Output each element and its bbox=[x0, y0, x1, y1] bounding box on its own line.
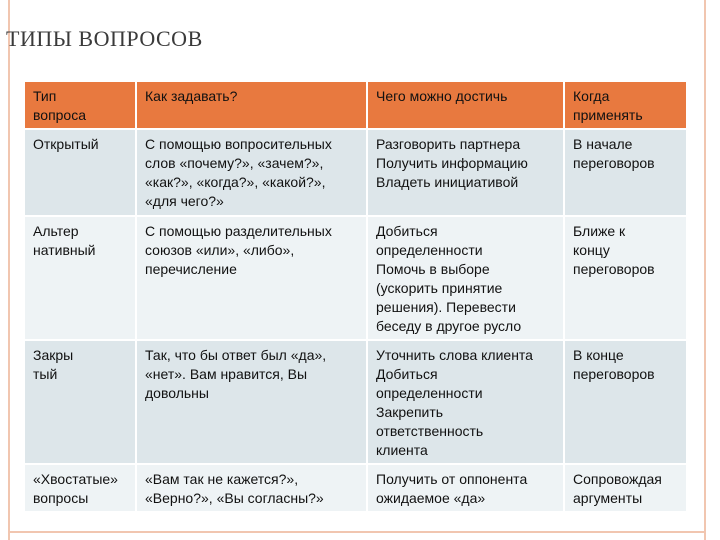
cell-text: Помочь в выборе bbox=[376, 261, 490, 277]
cell-text: Получить от оппонента bbox=[376, 471, 528, 487]
slide-frame-right bbox=[704, 0, 706, 540]
cell-text: Ближе к bbox=[573, 223, 626, 239]
cell-when bbox=[564, 464, 686, 512]
table-row bbox=[25, 216, 686, 340]
header-text: применять bbox=[573, 107, 643, 123]
cell-text: Добиться bbox=[376, 366, 438, 382]
cell-achieve bbox=[367, 340, 564, 464]
header-question-type bbox=[25, 82, 136, 129]
cell-text: ожидаемое «да» bbox=[376, 490, 486, 506]
cell-when bbox=[564, 216, 686, 340]
cell-text: аргументы bbox=[573, 490, 643, 506]
table-header-row bbox=[25, 82, 686, 129]
cell-text: Открытый bbox=[33, 136, 99, 152]
cell-text: слов «почему?», «зачем?», bbox=[145, 155, 324, 171]
cell-text: С помощью разделительных bbox=[145, 223, 332, 239]
cell-text: определенности bbox=[376, 385, 483, 401]
cell-text: «как?», «когда?», «какой?», bbox=[145, 174, 326, 190]
cell-text: вопросы bbox=[33, 490, 89, 506]
cell-text: (ускорить принятие bbox=[376, 280, 503, 296]
cell-text: беседу в другое русло bbox=[376, 318, 522, 334]
cell-text: Разговорить партнера bbox=[376, 136, 521, 152]
question-types-table bbox=[25, 82, 686, 513]
cell-text: «нет». Вам нравится, Вы bbox=[145, 366, 308, 382]
cell-text: переговоров bbox=[573, 261, 655, 277]
table-row bbox=[25, 340, 686, 464]
cell-text: «Верно?», «Вы согласны?» bbox=[145, 490, 324, 506]
header-what-achieve bbox=[367, 82, 564, 129]
cell-text: С помощью вопросительных bbox=[145, 136, 332, 152]
cell-text: «для чего?» bbox=[145, 193, 224, 209]
cell-text: ответственность bbox=[376, 423, 484, 439]
cell-achieve bbox=[367, 216, 564, 340]
cell-text: Получить информацию bbox=[376, 155, 528, 171]
table-row bbox=[25, 129, 686, 216]
cell-text: тый bbox=[33, 366, 58, 382]
cell-text: решения). Перевести bbox=[376, 299, 516, 315]
cell-text: перечисление bbox=[145, 261, 237, 277]
cell-when bbox=[564, 340, 686, 464]
cell-when bbox=[564, 129, 686, 216]
header-how-to-ask bbox=[136, 82, 367, 129]
cell-how bbox=[136, 464, 367, 512]
cell-text: Альтер bbox=[33, 223, 79, 239]
cell-text: определенности bbox=[376, 242, 483, 258]
cell-text: Так, что бы ответ был «да», bbox=[145, 347, 327, 363]
cell-text: Владеть инициативой bbox=[376, 174, 519, 190]
header-when-apply bbox=[564, 82, 686, 129]
cell-type bbox=[25, 340, 136, 464]
header-text: Тип bbox=[33, 88, 57, 104]
cell-how bbox=[136, 216, 367, 340]
cell-text: клиента bbox=[376, 442, 428, 458]
header-text: вопроса bbox=[33, 107, 87, 123]
header-text: Чего можно достичь bbox=[376, 88, 508, 104]
cell-text: «Хвостатые» bbox=[33, 471, 118, 487]
cell-type bbox=[25, 216, 136, 340]
cell-text: нативный bbox=[33, 242, 96, 258]
cell-text: Уточнить слова клиента bbox=[376, 347, 533, 363]
cell-how bbox=[136, 340, 367, 464]
cell-text: Закрепить bbox=[376, 404, 444, 420]
slide-frame-left bbox=[8, 0, 10, 540]
cell-text: Добиться bbox=[376, 223, 438, 239]
cell-type bbox=[25, 129, 136, 216]
header-text: Когда bbox=[573, 88, 610, 104]
cell-text: переговоров bbox=[573, 366, 655, 382]
cell-achieve bbox=[367, 129, 564, 216]
slide-title: ТИПЫ ВОПРОСОВ bbox=[6, 26, 203, 51]
cell-text: В начале bbox=[573, 136, 633, 152]
cell-text: концу bbox=[573, 242, 610, 258]
table-row bbox=[25, 464, 686, 512]
cell-text: переговоров bbox=[573, 155, 655, 171]
cell-type bbox=[25, 464, 136, 512]
cell-text: Закры bbox=[33, 347, 74, 363]
header-text: Как задавать? bbox=[145, 88, 238, 104]
cell-how bbox=[136, 129, 367, 216]
cell-achieve bbox=[367, 464, 564, 512]
slide-frame-bottom bbox=[8, 531, 706, 533]
cell-text: союзов «или», «либо», bbox=[145, 242, 295, 258]
cell-text: Сопровождая bbox=[573, 471, 662, 487]
cell-text: довольны bbox=[145, 385, 209, 401]
cell-text: В конце bbox=[573, 347, 624, 363]
cell-text: «Вам так не кажется?», bbox=[145, 471, 299, 487]
